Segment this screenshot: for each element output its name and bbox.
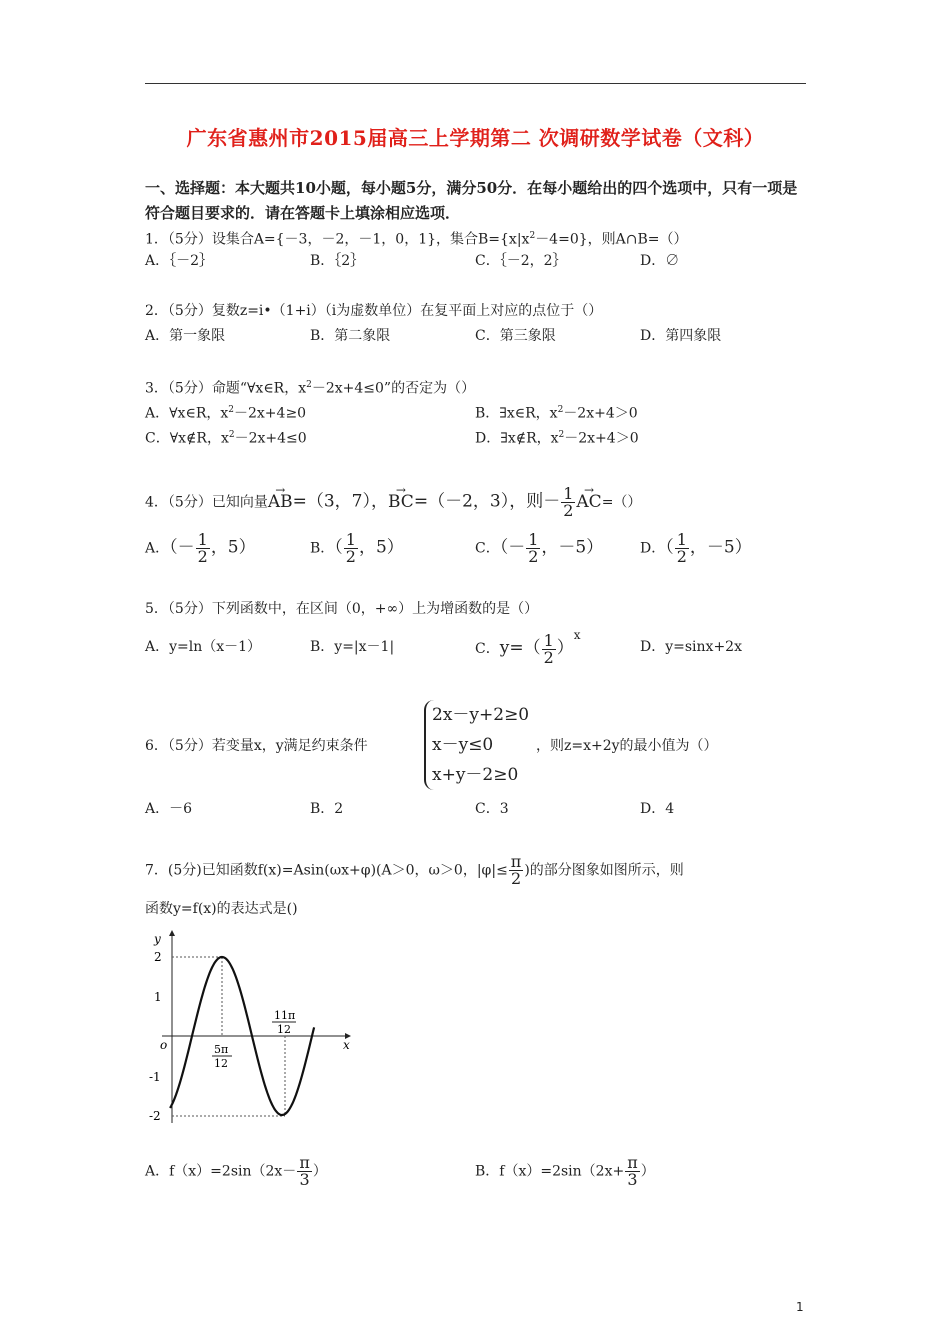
sine-graph: [140, 925, 370, 1130]
mark2-num: 11π: [274, 1009, 296, 1022]
q2-option-d[interactable]: D．第四象限: [640, 328, 722, 344]
mark2-den: 12: [277, 1023, 291, 1036]
y-axis-label: y: [154, 932, 161, 946]
q4-option-b[interactable]: B．（ $\frac{1}{2}$ ，5）: [310, 530, 404, 566]
q2-option-b[interactable]: B．第二象限: [310, 328, 391, 344]
q4-option-a[interactable]: A．（－ $\frac{1}{2}$ ，5）: [145, 530, 256, 566]
q3-stem: 3．（5分）命题“∀x∈R，$x^2-2x+4\le 0$”的否定为（）: [145, 380, 476, 397]
vector-ac: AC →: [576, 492, 601, 512]
q5-option-b[interactable]: B．y=|x－1|: [310, 639, 395, 655]
constraint-1: 2x－y+2≥0: [432, 705, 530, 725]
q5-stem: 5．（5分）下列函数中，在区间（0，+∞）上为增函数的是（）: [145, 601, 539, 617]
q3-option-a[interactable]: A．∀x∈R，$x^2-2x+4\ge 0$: [145, 405, 307, 422]
y-tick-2: 2: [154, 950, 162, 964]
q7-stem-line2: 函数y=f(x)的表达式是(): [145, 901, 298, 917]
constraint-system: [424, 700, 529, 790]
q7-option-a[interactable]: A．f（x）=2sin（2x－ $\frac{\pi}{3}$ ）: [145, 1153, 327, 1189]
y-tick-1: 1: [154, 990, 162, 1004]
mark1-den: 12: [214, 1057, 228, 1070]
q4-option-c[interactable]: C．（－ $\frac{1}{2}$ ，－5）: [475, 530, 604, 566]
q6-option-c[interactable]: C．3: [475, 801, 509, 817]
q1-option-b[interactable]: B．｛2｝: [310, 253, 365, 269]
q3-option-d[interactable]: D．∃x∉R，$x^2-2x+4>0$: [475, 430, 639, 447]
page-title: 广东省惠州市2015届高三上学期第二 次调研数学试卷（文科）: [186, 126, 765, 150]
q2-stem: 2．（5分）复数z=i•（1+i）（i为虚数单位）在复平面上对应的点位于（）: [145, 303, 603, 319]
mark1-num: 5π: [214, 1043, 229, 1056]
q6-option-d[interactable]: D．4: [640, 801, 675, 817]
vector-ab: AB →: [268, 492, 293, 512]
fraction-half: $\frac{1}{2}$: [563, 484, 574, 520]
x-axis-label: x: [343, 1038, 350, 1052]
section-heading: 一、选择题：本大题共10小题，每小题5分，满分50分．在每小题给出的四个选项中，只有一项是符合题目要求的．请在答题卡上填涂相应选项．: [145, 179, 798, 222]
q7-option-b[interactable]: B．f（x）=2sin（2x+ $\frac{\pi}{3}$ ）: [475, 1153, 655, 1189]
q3-option-b[interactable]: B．∃x∈R，$x^2-2x+4>0$: [475, 405, 638, 422]
header-rule: [145, 83, 806, 84]
origin-label: o: [160, 1038, 168, 1052]
q5-option-c[interactable]: C．y=（ $\frac{1}{2}$ ）$^x$: [475, 628, 581, 667]
q1-option-a[interactable]: A．｛－2｝: [145, 253, 214, 269]
y-tick-neg1: -1: [149, 1070, 161, 1084]
q6-option-b[interactable]: B．2: [310, 801, 344, 817]
q2-option-c[interactable]: C．第三象限: [475, 328, 556, 344]
q5-option-a[interactable]: A．y=ln（x－1）: [145, 639, 262, 655]
q6-stem: 6．（5分）若变量x，y满足约束条件: [145, 738, 368, 754]
constraint-3: x+y－2≥0: [432, 765, 519, 785]
q5-option-d[interactable]: D．y=sinx+2x: [640, 639, 742, 655]
page-number: 1: [796, 1300, 804, 1314]
y-tick-neg2: -2: [149, 1109, 161, 1123]
q1-option-c[interactable]: C．｛－2，2｝: [475, 253, 567, 269]
constraint-2: x－y≤0: [432, 735, 494, 755]
q4-stem: 4．（5分）已知向量AB →=（3，7），BC →=（－2，3），则－ $\frac{1}{2}$ AC →=（）: [145, 486, 641, 519]
q3-option-c[interactable]: C．∀x∉R，$x^2-2x+4\le 0$: [145, 430, 307, 447]
q7-stem: 7．(5分)已知函数f(x)=Asin(ωx+φ)(A＞0，ω＞0，|φ|≤ $\frac{\pi}{2}$ )的部分图象如图所示，则: [145, 852, 684, 888]
q6-option-a[interactable]: A．－6: [145, 801, 193, 817]
q4-option-d[interactable]: D．（ $\frac{1}{2}$ ，－5）: [640, 530, 752, 566]
q2-option-a[interactable]: A．第一象限: [145, 328, 226, 344]
q1-option-d[interactable]: D．∅: [640, 253, 680, 269]
vector-bc: BC →: [388, 492, 414, 512]
q1-stem: 1．（5分）设集合A={－3，－2，－1，0，1}，集合$B=\{x|x^2-4=0\}$，则A∩B=（）: [145, 231, 688, 248]
q6-tail: ，则z=x+2y的最小值为（）: [536, 738, 718, 754]
